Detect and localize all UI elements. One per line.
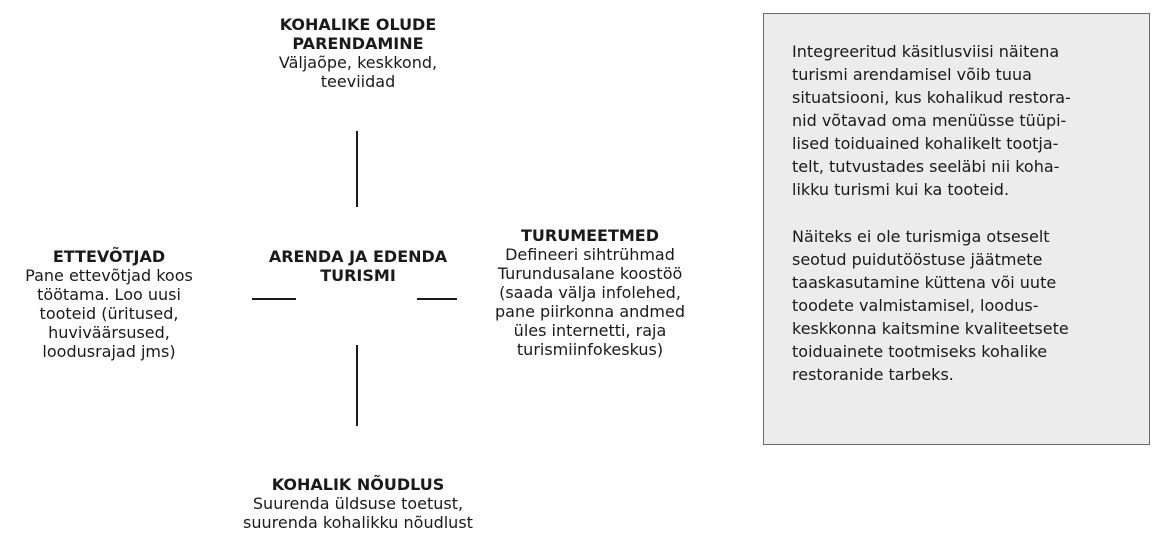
node-local-demand-title: KOHALIK NÕUDLUS	[271, 475, 445, 494]
connector-left	[252, 298, 296, 300]
node-market-measures-title: TURUMEETMED	[520, 226, 660, 245]
connector-top	[356, 131, 358, 207]
node-develop-tourism-title: ARENDA JA EDENDA TURISMI	[268, 247, 448, 285]
node-entrepreneurs	[0, 247, 218, 361]
connector-right	[417, 298, 457, 300]
node-local-demand-desc: Suurenda üldsuse toetust, suurenda kohalikku nõudlust	[243, 494, 473, 532]
node-local-conditions-desc: Väljaõpe, keskkond, teeviidad	[278, 53, 438, 91]
node-develop-tourism	[246, 247, 470, 285]
connector-bottom	[356, 345, 358, 426]
node-market-measures-desc: Defineeri sihtrühmad Turundusalane koostöö (saada välja infolehed, pane piirkonna andmed üles internetti, raja turismiinfokeskus)	[495, 245, 685, 359]
node-market-measures	[470, 226, 710, 359]
node-entrepreneurs-title: ETTEVÕTJAD	[52, 247, 166, 266]
node-entrepreneurs-desc: Pane ettevõtjad koos töötama. Loo uusi tooteid (üritused, huviväärsused, loodusrajad jms)	[25, 266, 193, 361]
example-textbox	[763, 13, 1150, 445]
example-paragraph-1: Integreeritud käsitlusviisi näitena turismi arendamisel võib tuua situatsiooni, kus kohalikud restora- nid võtavad oma menüüsse tüüpi- lised toiduained kohalikelt tootja- telt, tutvustades seeläbi nii koha- likku turismi kui ka tooteid.	[792, 42, 1071, 199]
node-local-demand	[208, 475, 508, 532]
node-local-conditions-title: KOHALIKE OLUDE PARENDAMINE	[279, 15, 437, 53]
node-local-conditions	[208, 15, 508, 91]
example-paragraph-2: Näiteks ei ole turismiga otseselt seotud puidutööstuse jäätmete taaskasutamine küttena või uute toodete valmistamisel, loodus- keskkonna kaitsmine kvaliteetsete toiduainete tootmiseks kohalike restoranide tarbeks.	[792, 227, 1069, 384]
